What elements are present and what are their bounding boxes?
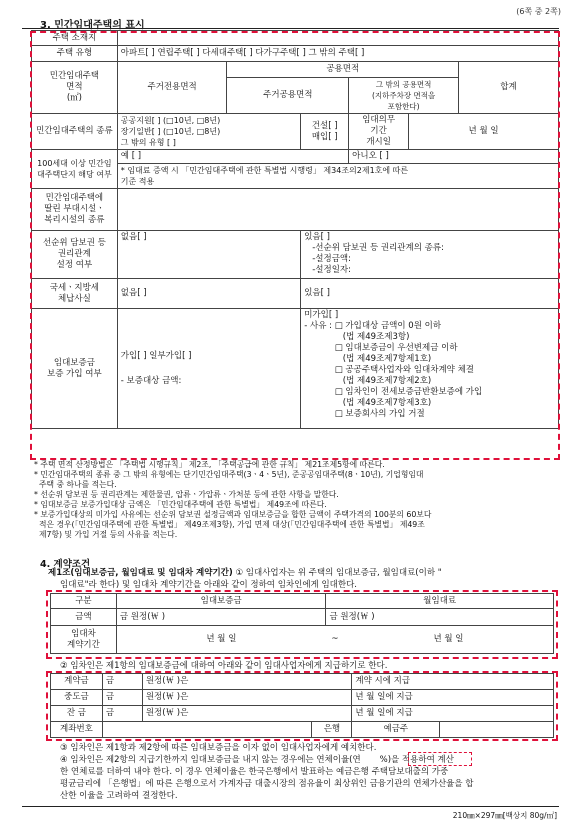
reason-item: (법 제49조제7항제2호) <box>334 376 432 386</box>
balance-gold: 금 <box>102 706 142 722</box>
facilities-field[interactable] <box>117 189 558 231</box>
rent-table <box>50 593 554 654</box>
rental-housing-table <box>31 30 559 429</box>
guarantee-amount: - 보증대상 금액: <box>120 375 182 386</box>
complex-yes[interactable]: 예 [ ] <box>117 150 348 164</box>
type-options[interactable]: 아파트[ ] 연립주택[ ] 다세대주택[ ] 다가구주택[ ] 그 밖의 주택[ ] <box>117 46 558 62</box>
article1 <box>48 567 558 591</box>
holder-label: 예금주 <box>352 722 440 738</box>
period-label: 임대차 계약기간 <box>51 626 117 654</box>
reason-item[interactable]: □ 가입대상 금액이 0원 이하 <box>334 321 442 331</box>
complex-no[interactable]: 아니오 [ ] <box>349 150 559 164</box>
type-label: 주택 유형 <box>32 46 118 62</box>
col-rent: 월임대료 <box>326 594 554 609</box>
kind-other[interactable]: 그 밖의 유형 [ ] <box>120 138 176 147</box>
deposit-amount[interactable]: 금 원정(￦ ) <box>116 609 326 626</box>
reason-label: - 사유 : <box>304 321 335 331</box>
kind-label: 민간임대주택의 종류 <box>32 114 118 150</box>
holder-field[interactable] <box>440 722 554 738</box>
bank-label: 은행 <box>312 722 352 738</box>
residential-common-label: 주거공용면적 <box>227 78 349 114</box>
period-tilde: ~ <box>326 626 344 654</box>
article1-para3 <box>60 742 560 802</box>
senior-rights-label: 선순위 담보권 등 권리관계 설정 여부 <box>32 231 118 279</box>
senior-detail: -선순위 담보권 등 권리관계의 종류: -설정금액: -설정일자: <box>312 243 444 275</box>
exclusive-area-label: 주거전용면적 <box>117 62 227 114</box>
balance-date[interactable]: 년 월 일에 지급 <box>352 706 554 722</box>
balance-label: 잔 금 <box>51 706 103 722</box>
common-area-label: 공용면적 <box>227 62 459 78</box>
obligation-start-label: 임대의무 기간 개시일 <box>349 114 409 150</box>
senior-exists[interactable]: 있음[ ] <box>304 232 330 242</box>
reasons-list <box>335 321 483 420</box>
senior-none[interactable]: 없음[ ] <box>117 231 300 279</box>
facilities-label: 민간임대주택에 딸린 부대시설ㆍ 복리시설의 종류 <box>32 189 118 231</box>
footer-divider <box>22 806 559 807</box>
tax-none[interactable]: 없음[ ] <box>117 279 300 309</box>
note-line: 제7항) 및 가입 거절 등의 사유를 적는다. <box>34 530 178 539</box>
payment-table <box>50 673 554 738</box>
para3-line: ④ 임차인은 제2항의 지급기한까지 임대보증금을 내지 않는 경우에는 연체이율(연 %)을 적용하여 계산 <box>60 755 454 765</box>
contract-amount[interactable]: 원정(￦ )은 <box>142 674 352 690</box>
reason-item: (법 제49조제7항제1호) <box>334 354 432 364</box>
build-buy[interactable]: 건설[ ] 매입[ ] <box>301 114 349 150</box>
section3-title: 3. 민간임대주택의 표시 <box>40 20 145 31</box>
tax-exists[interactable]: 있음[ ] <box>301 279 559 309</box>
article1-text1: ① 임대사업자는 위 주택의 임대보증금, 월임대료(이하 " <box>232 568 442 578</box>
note-line: 주택 중 하나를 적는다. <box>34 480 117 489</box>
notes <box>34 460 556 540</box>
guarantee-label: 임대보증금 보증 가입 여부 <box>32 309 118 429</box>
complex-label: 100세대 이상 민간임 대주택단지 해당 여부 <box>32 150 118 189</box>
reason-item[interactable]: □ 공공주택사업자와 임대차계약 체결 <box>334 365 474 375</box>
note-line: * 민간임대주택의 종류 중 그 밖의 유형에는 단기민간임대주택(3ㆍ4ㆍ5년), 준공공임대주택(8ㆍ10년), 기업형임대 <box>34 470 424 479</box>
total-label: 합계 <box>459 62 559 114</box>
footer: 210㎜×297㎜[백상지 80g/㎡] <box>452 811 557 820</box>
note-line: * 선순위 담보권 등 권리관계는 제한물권, 압류ㆍ가압류ㆍ가처분 등에 관한 사항을 말한다. <box>34 490 339 499</box>
reason-item[interactable]: □ 임차인이 전세보증금반환보증에 가입 <box>334 387 483 397</box>
reason-item[interactable]: □ 보증회사의 가입 거절 <box>334 409 425 419</box>
para3-line: ③ 임차인은 제1항과 제2항에 따른 임대보증금을 이자 없이 임대사업자에게 예치한다. <box>60 743 377 753</box>
para3-line: 한 연체료를 더하여 내야 한다. 이 경우 연체이율은 한국은행에서 발표하는 예금은행 주택담보대출의 가중 <box>60 767 449 777</box>
para3-line: 평균금리에 「은행법」에 따른 은행으로서 가계자금 대출시장의 점유율이 최상위인 금융기관의 연체가산율을 합 <box>60 779 474 789</box>
para3-line: 산한 이율을 고려하여 결정한다. <box>60 791 178 801</box>
guarantee-not-joined[interactable]: 미가입[ ] <box>304 310 339 320</box>
col-kind: 구분 <box>51 594 117 609</box>
account-label: 계좌번호 <box>51 722 103 738</box>
col-deposit: 임대보증금 <box>116 594 326 609</box>
obligation-start-date[interactable]: 년 월 일 <box>409 114 559 150</box>
article1-para2: ② 임차인은 제1항의 임대보증금에 대하여 아래와 같이 임대사업자에게 지급하기로 한다. <box>60 661 388 671</box>
reason-item: (법 제49조제3항) <box>334 332 410 342</box>
period-from[interactable]: 년 월 일 <box>116 626 326 654</box>
complex-note: * 임대료 증액 시 「민간임대주택에 관한 특별법 시행령」 제34조의2제1호에 따른 기준 적용 <box>117 164 558 189</box>
balance-amount[interactable]: 원정(￦ )은 <box>142 706 352 722</box>
note-line: * 임대보증금 보증가입대상 금액은 「민간임대주택에 관한 특별법」 제49조에 따른다. <box>34 500 327 509</box>
address-label: 주택 소재지 <box>32 31 118 46</box>
page-number: (6쪽 중 2쪽) <box>516 7 561 16</box>
note-line: * 주택 면적 산정방법은 「주택법 시행규칙」 제2조, 「주택공급에 관한 규칙」 제21조제5항에 따른다. <box>34 460 385 469</box>
note-line: * 보증가입대상의 미가입 사유에는 선순위 담보권 설정금액과 임대보증금을 합한 금액이 주택가격의 100분의 60보다 <box>34 510 432 519</box>
account-number[interactable] <box>102 722 312 738</box>
middle-date[interactable]: 년 월 일에 지급 <box>352 690 554 706</box>
divider <box>22 28 559 29</box>
kind-public[interactable]: 공공지원[ ] (□10년, □8년) <box>120 116 221 125</box>
address-field[interactable] <box>117 31 558 46</box>
amount-label: 금액 <box>51 609 117 626</box>
period-to[interactable]: 년 월 일 <box>344 626 554 654</box>
contract-label: 계약금 <box>51 674 103 690</box>
note-line: 적은 경우(「민간임대주택에 관한 특별법」 제49조제3항), 가입 면제 대상(「민간임대주택에 관한 특별법」 제49조 <box>34 520 425 529</box>
contract-gold: 금 <box>102 674 142 690</box>
contract-when: 계약 시에 지급 <box>352 674 554 690</box>
article1-title: 제1조(임대보증금, 월임대료 및 임대차 계약기간) <box>48 568 233 578</box>
area-label: 민간임대주택 면적 (㎡) <box>32 62 118 114</box>
reason-item[interactable]: □ 임대보증금이 우선변제금 이하 <box>334 343 458 353</box>
middle-amount[interactable]: 원정(￦ )은 <box>142 690 352 706</box>
guarantee-join[interactable]: 가입[ ] 일부가입[ ] <box>120 350 192 361</box>
reason-item: (법 제49조제7항제3호) <box>334 398 432 408</box>
rent-amount[interactable]: 금 원정(￦ ) <box>326 609 554 626</box>
section4-title: 4. 계약조건 <box>40 559 91 570</box>
middle-label: 중도금 <box>51 690 103 706</box>
other-common-label: 그 밖의 공용면적 (지하주차장 면적을 포함한다) <box>349 78 459 114</box>
tax-label: 국세ㆍ지방세 체납사실 <box>32 279 118 309</box>
kind-longterm[interactable]: 장기일반[ ] (□10년, □8년) <box>120 127 221 136</box>
article1-text2: 임대료"라 한다) 및 임대차 계약기간을 아래와 같이 정하여 임차인에게 임대한다. <box>60 580 357 590</box>
middle-gold: 금 <box>102 690 142 706</box>
